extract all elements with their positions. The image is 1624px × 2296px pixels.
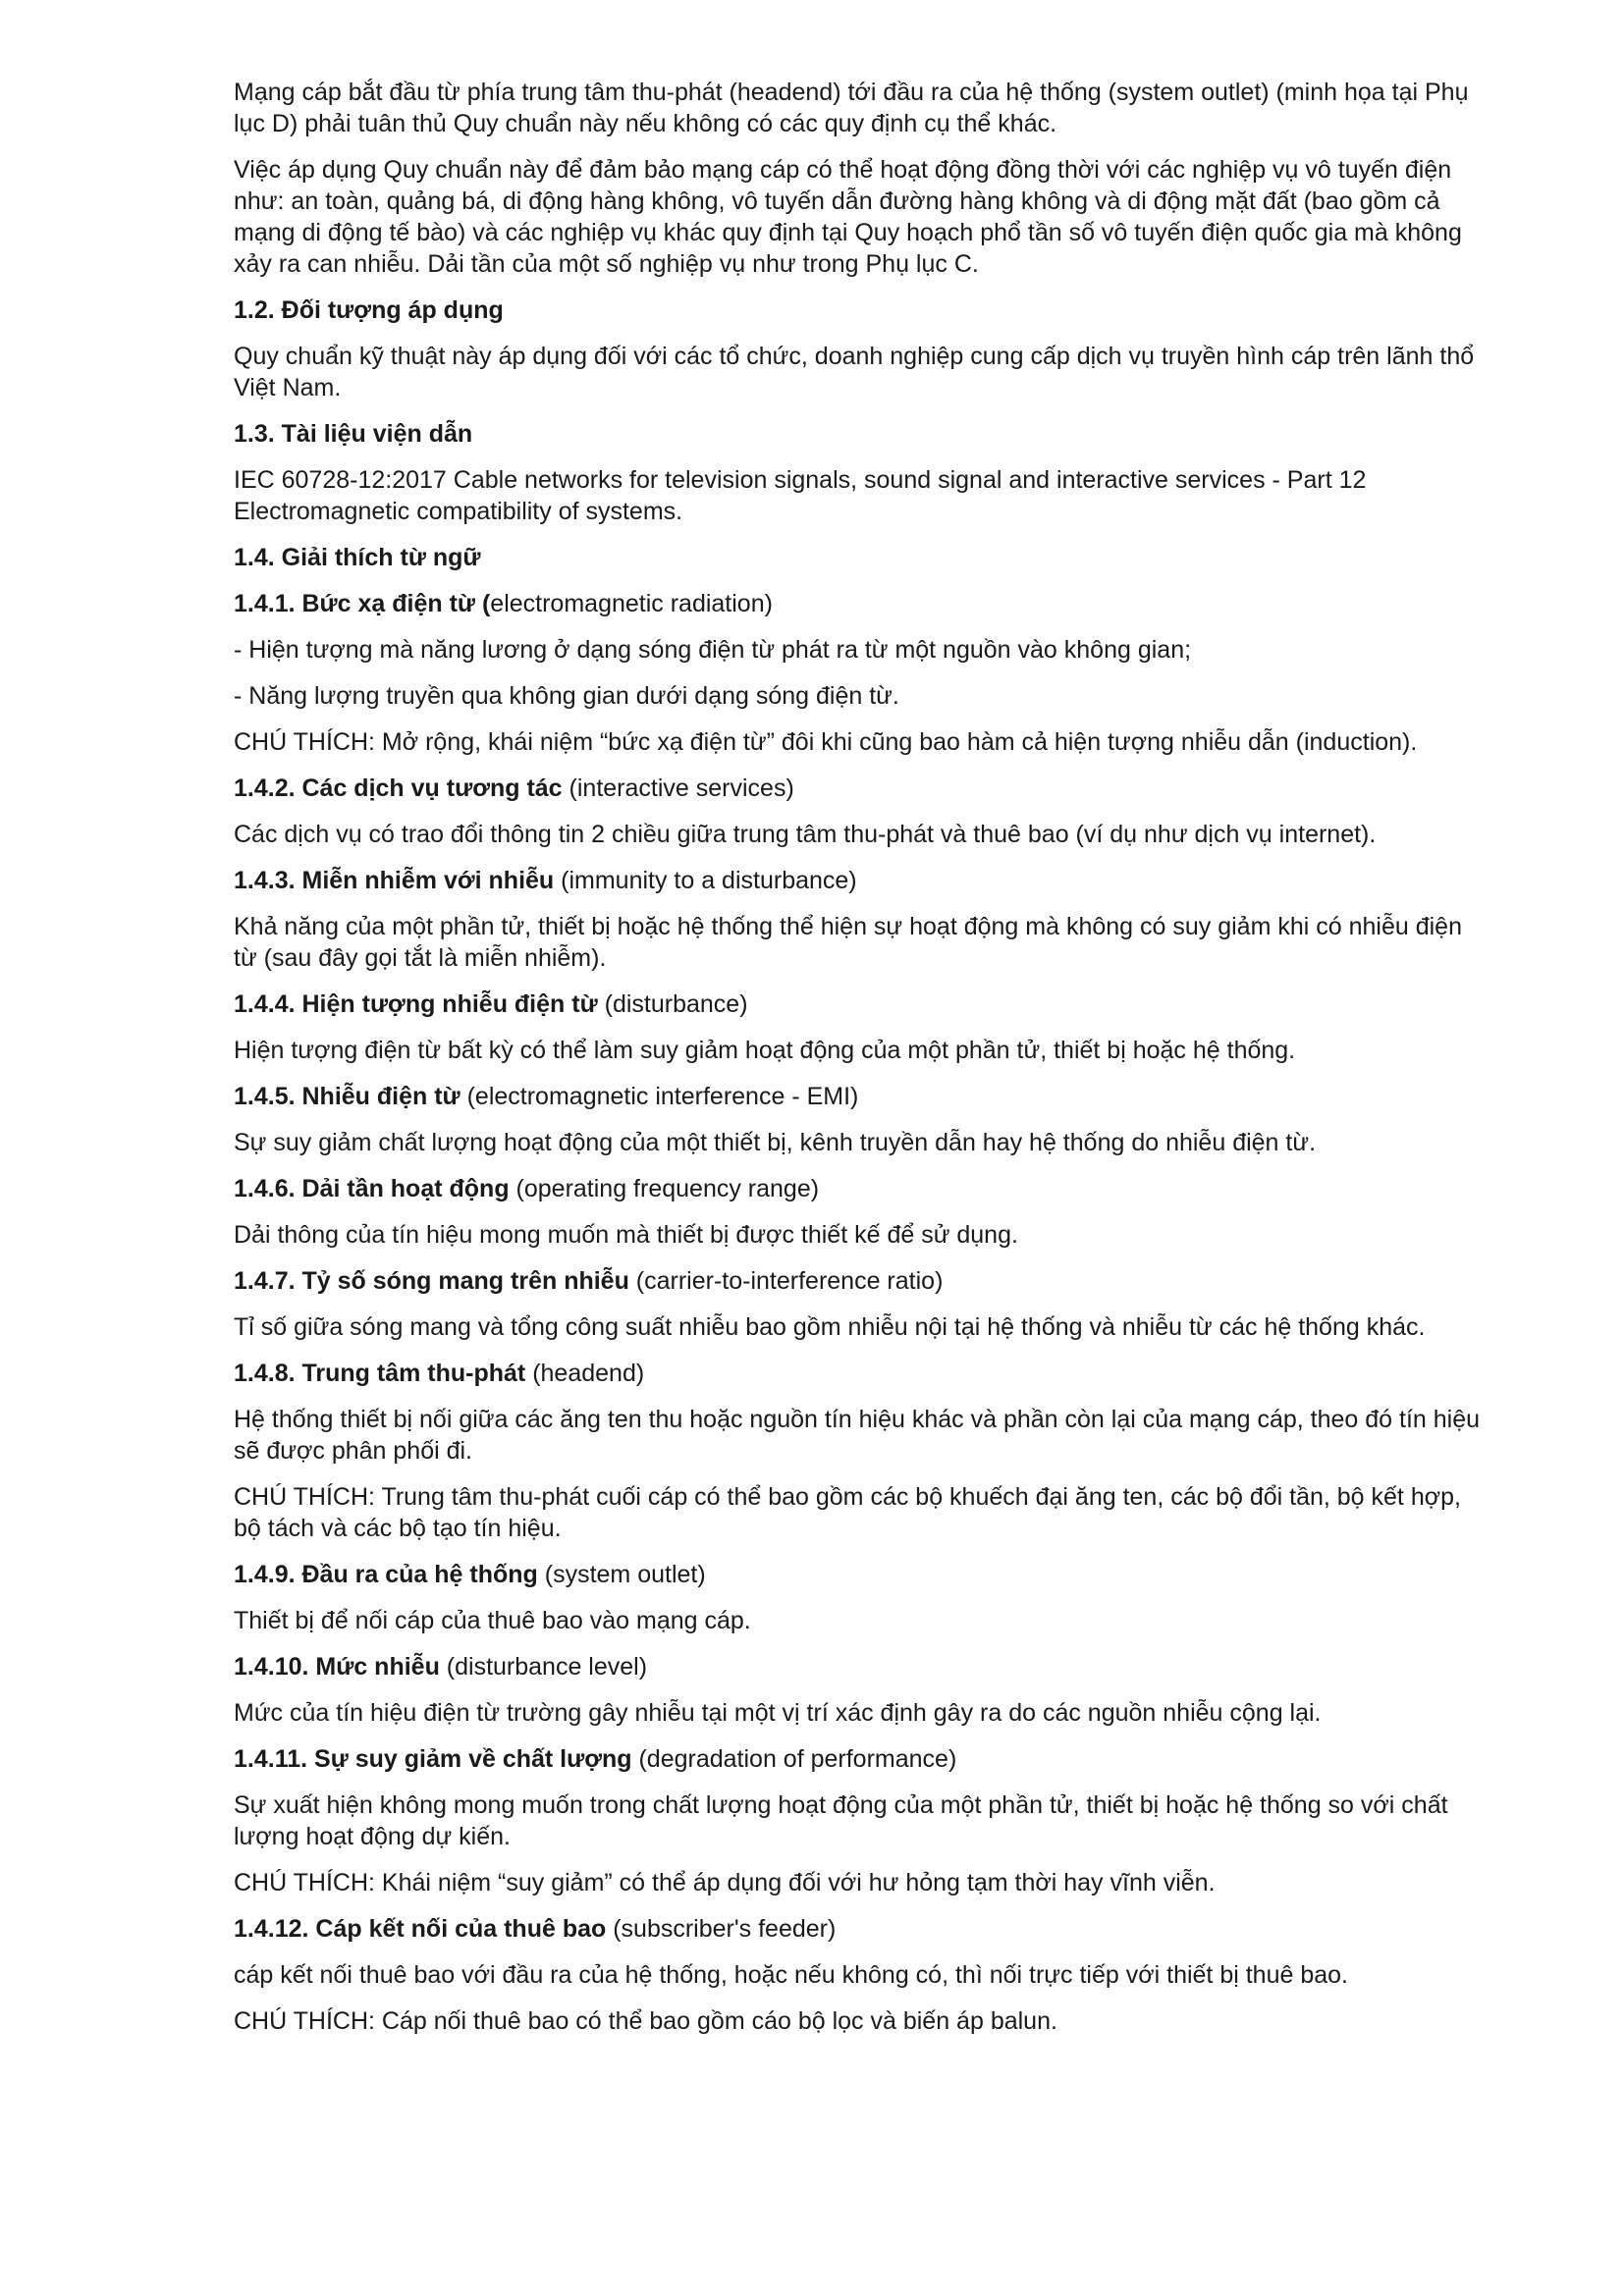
term-title: 1.4.4. Hiện tượng nhiễu điện từ — [234, 990, 598, 1018]
term-heading — [234, 1265, 1481, 1297]
term-english: (system outlet) — [537, 1561, 706, 1588]
term-english: (interactive services) — [562, 774, 794, 802]
term-english: (disturbance) — [597, 990, 748, 1018]
term-title: 1.4.6. Dải tần hoạt động — [234, 1175, 510, 1202]
intro-paragraph: Mạng cáp bắt đầu từ phía trung tâm thu-phát (headend) tới đầu ra của hệ thống (system outlet) (minh họa tại Phụ lục D) phải tuân thủ Quy chuẩn này nếu không có các quy định cụ thể khác. — [234, 79, 1469, 137]
note-paragraph: CHÚ THÍCH: Cáp nối thuê bao có thể bao gồm cáo bộ lọc và biến áp balun. — [234, 2007, 1057, 2035]
term-title: 1.4.12. Cáp kết nối của thuê bao — [234, 1915, 607, 1943]
term-heading — [234, 1173, 1481, 1204]
paragraph: - Hiện tượng mà năng lương ở dạng sóng điện từ phát ra từ một nguồn vào không gian; — [234, 636, 1192, 664]
paragraph: Các dịch vụ có trao đổi thông tin 2 chiều giữa trung tâm thu-phát và thuê bao (ví dụ như dịch vụ internet). — [234, 821, 1377, 848]
section-heading: 1.2. Đối tượng áp dụng — [234, 296, 504, 324]
term-english: (subscriber's feeder) — [606, 1915, 837, 1943]
paragraph: cáp kết nối thuê bao với đầu ra của hệ thống, hoặc nếu không có, thì nối trực tiếp với thiết bị thuê bao. — [234, 1961, 1348, 1989]
paragraph: Thiết bị để nối cáp của thuê bao vào mạng cáp. — [234, 1607, 751, 1634]
term-title: 1.4.9. Đầu ra của hệ thống — [234, 1561, 538, 1588]
term-title: 1.4.3. Miễn nhiễm với nhiễu — [234, 867, 555, 894]
term-english: electromagnetic radiation) — [490, 590, 773, 617]
section-heading: 1.3. Tài liệu viện dẫn — [234, 420, 473, 448]
term-title: 1.4.7. Tỷ số sóng mang trên nhiễu — [234, 1267, 629, 1295]
paragraph: IEC 60728-12:2017 Cable networks for television signals, sound signal and interactive services - Part 12 Electromagnetic compatibility of systems. — [234, 466, 1367, 525]
term-title: 1.4.1. Bức xạ điện từ ( — [234, 590, 491, 617]
term-english: (electromagnetic interference - EMI) — [460, 1083, 859, 1110]
note-paragraph: CHÚ THÍCH: Mở rộng, khái niệm “bức xạ điện từ” đôi khi cũng bao hàm cả hiện tượng nhiễu dẫn (induction). — [234, 728, 1418, 756]
note-paragraph: CHÚ THÍCH: Trung tâm thu-phát cuối cáp có thể bao gồm các bộ khuếch đại ăng ten, các bộ đổi tần, bộ kết hợp, bộ tách và các bộ tạo tín hiệu. — [234, 1483, 1461, 1542]
paragraph: Sự xuất hiện không mong muốn trong chất lượng hoạt động của một phần tử, thiết bị hoặc hệ thống so với chất lượng hoạt động dự kiến. — [234, 1791, 1448, 1850]
term-heading — [234, 1559, 1481, 1590]
intro-paragraph: Việc áp dụng Quy chuẩn này để đảm bảo mạng cáp có thể hoạt động đồng thời với các nghiệp vụ vô tuyến điện như: an toàn, quảng bá, di động hàng không, vô tuyến dẫn đường hàng không và di động mặt đất (bao gồm cả mạng di động tế bào) và các nghiệp vụ khác quy định tại Quy hoạch phổ tần số vô tuyến điện quốc gia mà không xảy ra can nhiễu. Dải tần của một số nghiệp vụ như trong Phụ lục C. — [234, 156, 1462, 278]
paragraph: Sự suy giảm chất lượng hoạt động của một thiết bị, kênh truyền dẫn hay hệ thống do nhiễu điện từ. — [234, 1129, 1317, 1156]
paragraph: Mức của tín hiệu điện từ trường gây nhiễu tại một vị trí xác định gây ra do các nguồn nhiễu cộng lại. — [234, 1699, 1322, 1727]
term-title: 1.4.8. Trung tâm thu-phát — [234, 1360, 526, 1387]
term-heading — [234, 588, 1481, 619]
note-paragraph: CHÚ THÍCH: Khái niệm “suy giảm” có thể áp dụng đối với hư hỏng tạm thời hay vĩnh viễn. — [234, 1869, 1216, 1896]
term-heading — [234, 1913, 1481, 1945]
term-heading — [234, 773, 1481, 804]
paragraph: Quy chuẩn kỹ thuật này áp dụng đối với các tổ chức, doanh nghiệp cung cấp dịch vụ truyền hình cáp trên lãnh thổ Việt Nam. — [234, 343, 1475, 401]
paragraph: Hệ thống thiết bị nối giữa các ăng ten thu hoặc nguồn tín hiệu khác và phần còn lại của mạng cáp, theo đó tín hiệu sẽ được phân phối đi. — [234, 1406, 1481, 1465]
term-heading — [234, 1081, 1481, 1112]
term-english: (immunity to a disturbance) — [554, 867, 857, 894]
paragraph: Khả năng của một phần tử, thiết bị hoặc hệ thống thể hiện sự hoạt động mà không có suy giảm khi có nhiễu điện từ (sau đây gọi tắt là miễn nhiễm). — [234, 913, 1462, 972]
term-heading — [234, 1651, 1481, 1682]
term-english: (headend) — [525, 1360, 645, 1387]
term-heading — [234, 1358, 1481, 1389]
term-english: (disturbance level) — [439, 1653, 648, 1681]
term-title: 1.4.10. Mức nhiễu — [234, 1653, 440, 1681]
paragraph: Dải thông của tín hiệu mong muốn mà thiết bị được thiết kế để sử dụng. — [234, 1221, 1018, 1249]
term-heading — [234, 1743, 1481, 1775]
term-heading — [234, 988, 1481, 1020]
term-english: (degradation of performance) — [631, 1745, 957, 1773]
term-title: 1.4.11. Sự suy giảm về chất lượng — [234, 1745, 632, 1773]
paragraph: Tỉ số giữa sóng mang và tổng công suất nhiễu bao gồm nhiễu nội tại hệ thống và nhiễu từ các hệ thống khác. — [234, 1313, 1426, 1341]
term-title: 1.4.5. Nhiễu điện từ — [234, 1083, 460, 1110]
term-heading — [234, 865, 1481, 896]
paragraph: Hiện tượng điện từ bất kỳ có thể làm suy giảm hoạt động của một phần tử, thiết bị hoặc hệ thống. — [234, 1037, 1296, 1064]
term-title: 1.4.2. Các dịch vụ tương tác — [234, 774, 563, 802]
paragraph: - Năng lượng truyền qua không gian dưới dạng sóng điện từ. — [234, 682, 899, 710]
document-page — [234, 77, 1481, 2052]
term-english: (carrier-to-interference ratio) — [628, 1267, 944, 1295]
term-english: (operating frequency range) — [509, 1175, 820, 1202]
section-heading: 1.4. Giải thích từ ngữ — [234, 544, 481, 571]
